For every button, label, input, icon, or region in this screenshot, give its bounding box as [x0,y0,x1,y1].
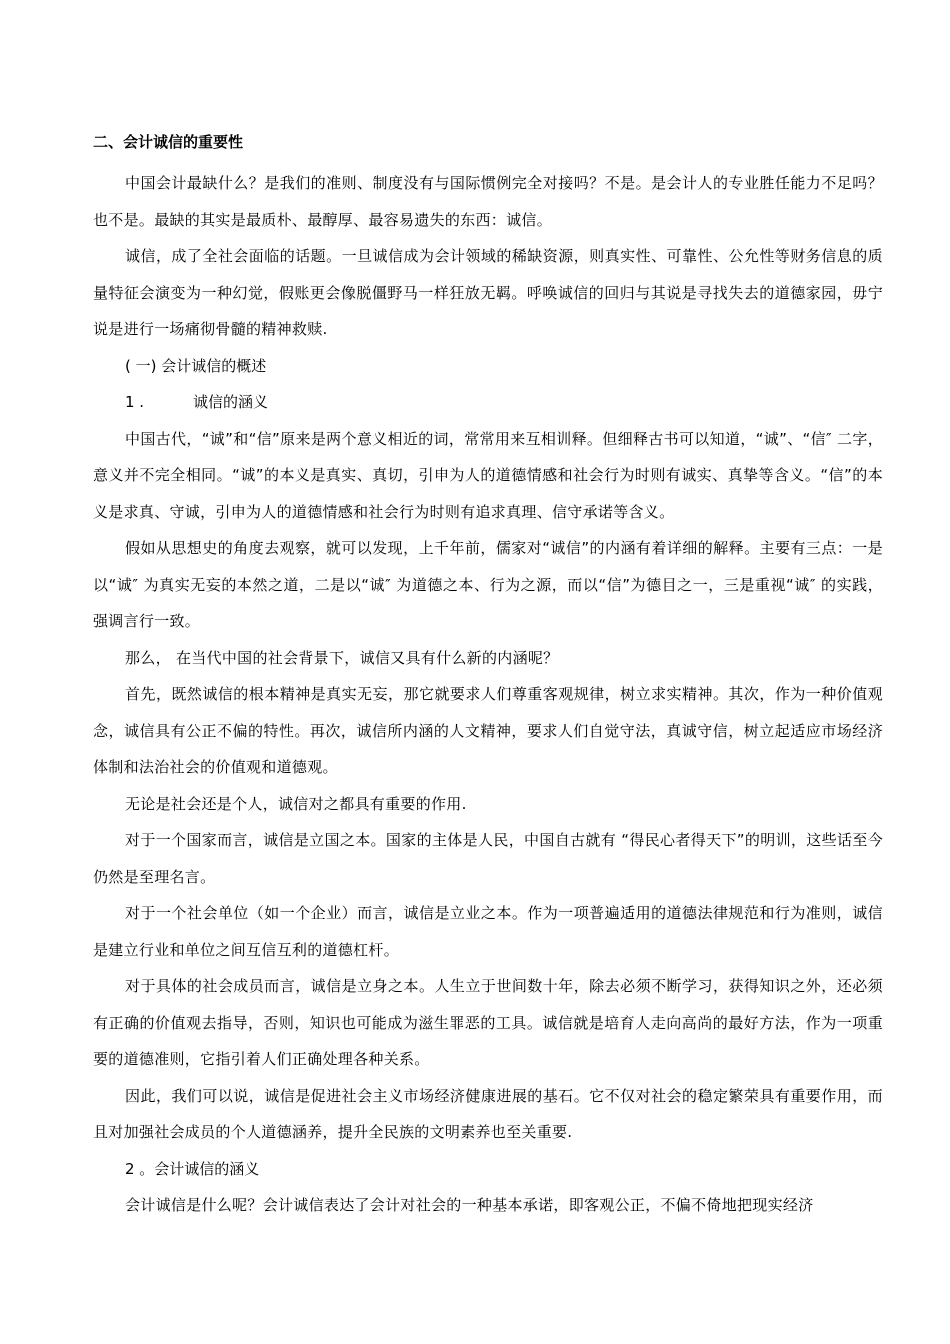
paragraph: 首先，既然诚信的根本精神是真实无妄，那它就要求人们尊重客观规律，树立求实精神。其次，作为一种价值观念，诚信具有公正不偏的特性。再次，诚信所内涵的人文精神，要求人们自觉守法，真诚守信，树立起适应市场经济体制和法治社会的价值观和道德观。 [93,685,883,776]
paragraph: 因此，我们可以说，诚信是促进社会主义市场经济健康进展的基石。它不仅对社会的稳定繁荣具有重要作用，而且对加强社会成员的个人道德涵养，提升全民族的文明素养也至关重要. [93,1086,883,1141]
paragraph: 中国古代，“诚”和“信”原来是两个意义相近的词，常常用来互相训释。但细释古书可以知道，“诚”、“信″ 二字，意义并不完全相同。“诚”的本义是真实、真切，引申为人的道德情感和社会行为时则有诚实、真挚等含义。“信”的本义是求真、守诚，引申为人的道德情感和社会行为时则有追求真理、信守承诺等含义。 [93,429,883,521]
item-title: 诚信的涵义 [193,393,269,411]
item-heading: 2 。会计诚信的涵义 [125,1159,260,1178]
item-number: 1 . [125,393,145,411]
item-heading [93,384,883,421]
document-body [93,130,883,1224]
section-heading: 二、会计诚信的重要性 [93,133,244,151]
paragraph: 假如从思想史的角度去观察，就可以发现，上千年前，儒家对“诚信”的内涵有着详细的解释。主要有三点：一是以“诚″ 为真实无妄的本然之道，二是以“诚″ 为道德之本、行为之源，而以“信”为德目之一，三是重视“诚″ 的实践，强调言行一致。 [93,539,883,630]
paragraph: 会计诚信是什么呢？会计诚信表达了会计对社会的一种基本承诺，即客观公正，不偏不倚地把现实经济 [125,1196,814,1214]
paragraph: 无论是社会还是个人，诚信对之都具有重要的作用. [125,794,467,813]
paragraph: 对于一个社会单位（如一个企业）而言，诚信是立业之本。作为一项普遍适用的道德法律规范和行为准则，诚信是建立行业和单位之间互信互利的道德杠杆。 [93,904,883,959]
paragraph: 诚信，成了全社会面临的话题。一旦诚信成为会计领域的稀缺资源，则真实性、可靠性、公允性等财务信息的质量特征会演变为一种幻觉，假账更会像脱僵野马一样狂放无羁。呼唤诚信的回归与其说是寻找失去的道德家园，毋宁说是进行一场痛彻骨髓的精神救赎. [93,247,883,338]
paragraph: 对于一个国家而言，诚信是立国之本。国家的主体是人民，中国自古就有 “得民心者得天下”的明训，这些话至今仍然是至理名言。 [93,831,883,886]
paragraph: 对于具体的社会成员而言，诚信是立身之本。人生立于世间数十年，除去必须不断学习，获得知识之外，还必须有正确的价值观去指导，否则，知识也可能成为滋生罪恶的工具。诚信就是培育人走向高尚的最好方法，作为一项重要的道德准则，它指引着人们正确处理各种关系。 [93,977,883,1068]
subsection-heading: ( 一) 会计诚信的概述 [125,356,267,375]
paragraph: 中国会计最缺什么？是我们的准则、制度没有与国际惯例完全对接吗？不是。是会计人的专业胜任能力不足吗？也不是。最缺的其实是最质朴、最醇厚、最容易遗失的东西：诚信。 [93,174,883,229]
paragraph: 那么， 在当代中国的社会背景下，诚信又具有什么新的内涵呢？ [125,648,559,667]
